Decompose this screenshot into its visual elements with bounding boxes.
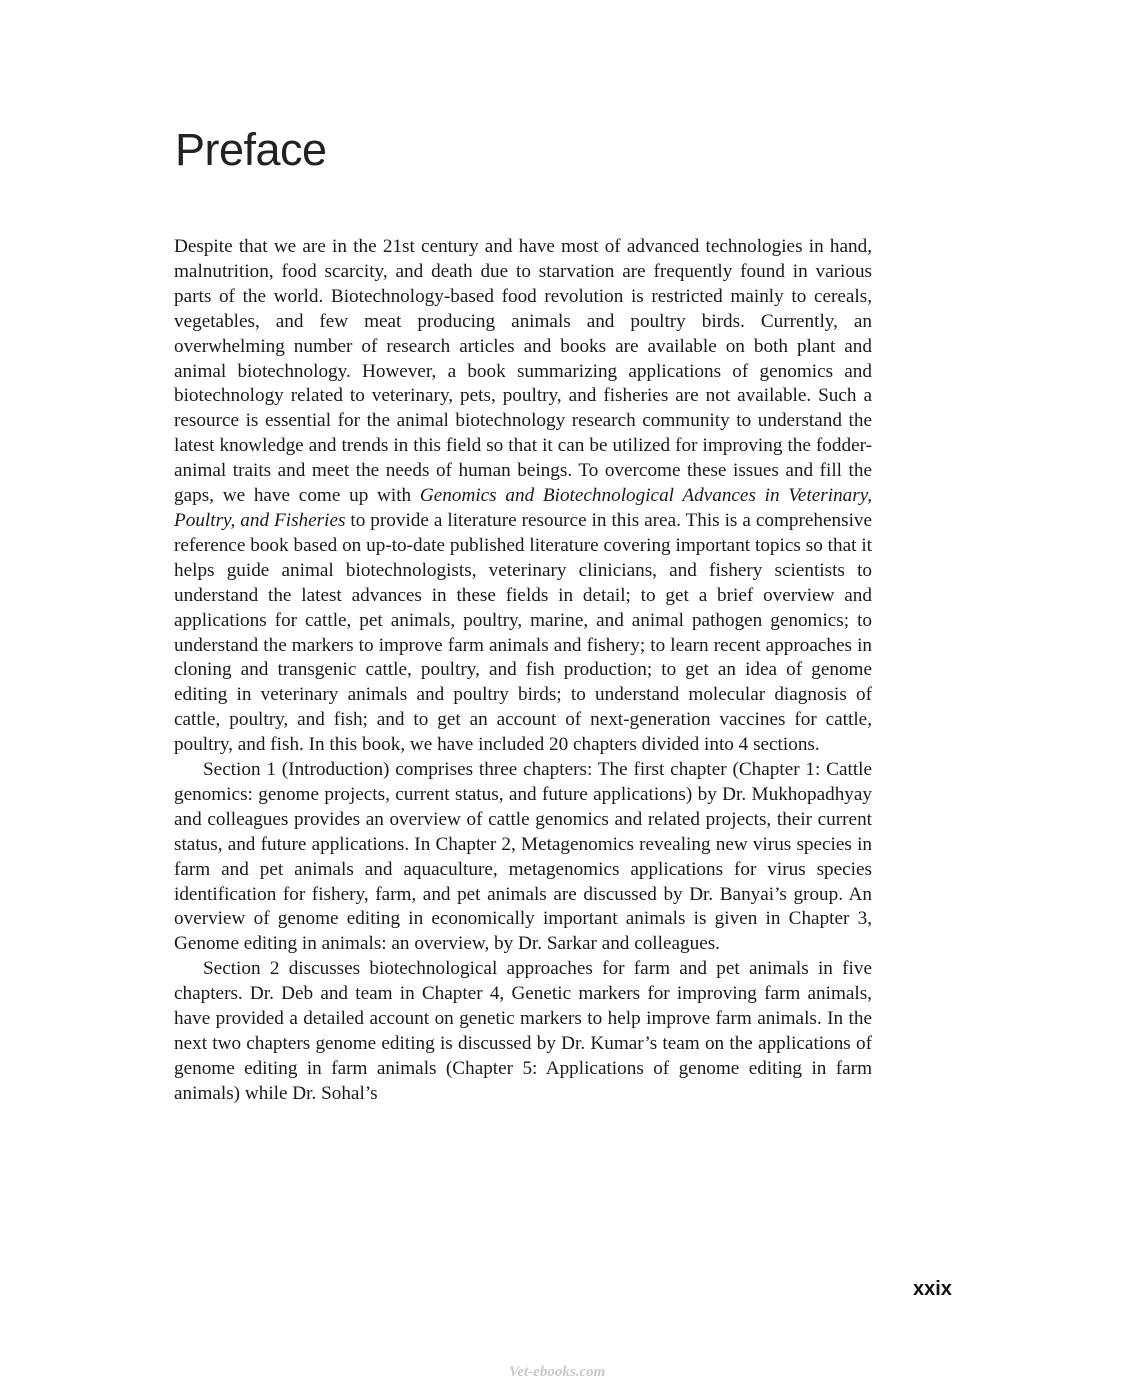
watermark-logo — [507, 1359, 622, 1383]
preface-body — [174, 235, 872, 1107]
paragraph-section-2: Section 2 discusses biotechnological approaches for farm and pet animals in five chapters. Dr. Deb and team in Chapter 4, Genetic markers for improving farm animals, have provided a detailed account on genetic markers to help improve farm animals. In the next two chapters genome editing is discussed by Dr. Kumar’s team on the applications of genome editing in farm animals (Chapter 5: Applications of genome editing in farm animals) while Dr. Sohal’s — [174, 958, 872, 1104]
book-title: Genomics and Biotechnological Advances in Veterinary, Poultry, and Fisheries — [174, 485, 872, 531]
paragraph-section-1: Section 1 (Introduction) comprises three chapters: The first chapter (Chapter 1: Cattle genomics: genome projects, current status, and future applications) by Dr. Mukhopadhyay and colleagues provides an overview of cattle genomics and related projects, their current status, and future applications. In Chapter 2, Metagenomics revealing new virus species in farm and pet animals and aquaculture, metagenomics applications for virus species identification for fishery, farm, and pet animals are discussed by Dr. Banyai’s group. An overview of genome editing in economically important animals is given in Chapter 3, Genome editing in animals: an overview, by Dr. Sarkar and colleagues. — [174, 759, 872, 955]
page-number: xxix — [913, 1278, 952, 1300]
paragraph-intro — [174, 235, 872, 758]
page-title: Preface — [175, 124, 327, 175]
watermark-text: Vet-ebooks.com — [509, 1364, 606, 1380]
paragraph-intro-part2: to provide a literature resource in this area. This is a comprehensive reference book based on up-to-date published literature covering important topics so that it helps guide animal biotechnologists, veterinary clinicians, and fishery scientists to understand the latest advances in these fields in detail; to get a brief overview and applications for cattle, pet animals, poultry, marine, and animal pathogen genomics; to understand the markers to improve farm animals and fishery; to learn recent approaches in cloning and transgenic cattle, poultry, and fish production; to get an idea of genome editing in veterinary animals and poultry birds; to understand molecular diagnosis of cattle, poultry, and fish; and to get an account of next-generation vaccines for cattle, poultry, and fish. In this book, we have included 20 chapters divided into 4 sections. — [174, 509, 873, 756]
paragraph-intro-part1: Despite that we are in the 21st century and have most of advanced technologies in hand, malnutrition, food scarcity, and death due to starvation are frequently found in various parts of the world. Biotechnology-based food revolution is restricted mainly to cereals, vegetables, and few meat producing animals and poultry birds. Currently, an overwhelming number of research articles and books are available on both plant and animal biotechnology. However, a book summarizing applications of genomics and biotechnology related to veterinary, pets, poultry, and fisheries are not available. Such a resource is essential for the animal biotechnology research community to understand the latest knowledge and trends in this field so that it can be utilized for improving the fodder-animal traits and meet the needs of human beings. To overcome these issues and fill the gaps, we have come up with — [174, 236, 872, 507]
